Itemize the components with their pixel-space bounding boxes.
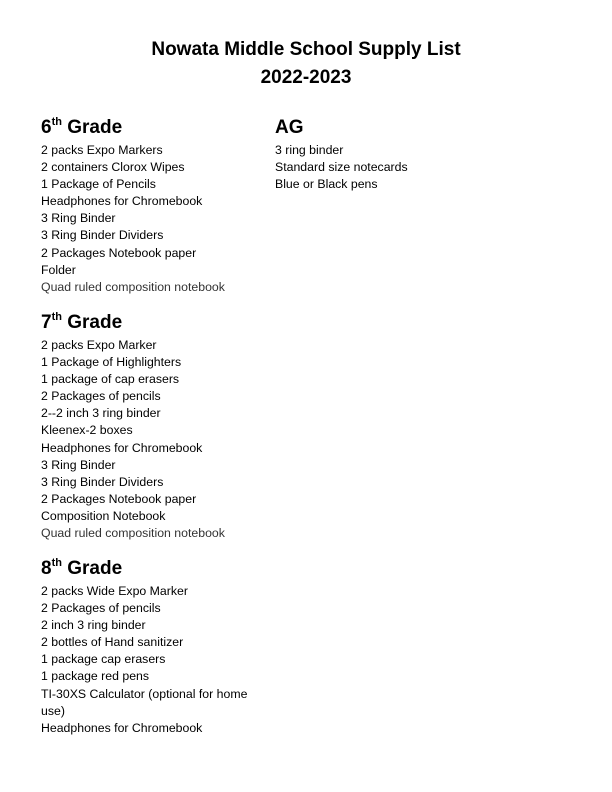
grade-6-suffix: th <box>51 115 62 128</box>
list-item: Headphones for Chromebook <box>41 440 203 455</box>
grade-6-list <box>41 142 225 296</box>
ag-heading: AG <box>275 117 304 138</box>
grade-6-number: 6 <box>41 117 52 138</box>
list-item: 3 Ring Binder Dividers <box>41 228 164 243</box>
school-year: 2022-2023 <box>260 67 352 88</box>
grade-8-list <box>41 583 266 737</box>
list-item: Blue or Black pens <box>275 177 378 192</box>
list-item: 2 bottles of Hand sanitizer <box>41 635 184 650</box>
grade-6-section <box>41 117 225 296</box>
document-title: Nowata Middle School Supply List <box>151 39 461 60</box>
list-item: 2 Packages Notebook paper <box>41 491 197 506</box>
list-item: 2 inch 3 ring binder <box>41 618 146 633</box>
list-item: 3 ring binder <box>275 143 344 157</box>
ag-list <box>275 142 408 193</box>
grade-6-heading <box>41 117 225 139</box>
grade-7-section <box>41 312 225 542</box>
grade-8-suffix: th <box>51 556 62 569</box>
grade-8-section <box>41 558 266 737</box>
list-item: 2 Packages of pencils <box>41 389 161 404</box>
grade-6-word: Grade <box>67 117 123 138</box>
list-item: Kleenex-2 boxes <box>41 423 133 438</box>
list-item: 1 package of cap erasers <box>41 372 180 387</box>
list-item: 3 Ring Binder <box>41 211 116 226</box>
list-item: 1 package cap erasers <box>41 652 166 667</box>
ag-section <box>275 117 408 193</box>
list-item: 2 Packages Notebook paper <box>41 245 197 260</box>
list-item: 2 packs Expo Markers <box>41 143 163 157</box>
list-item: 3 Ring Binder Dividers <box>41 474 164 489</box>
grade-7-number: 7 <box>41 312 52 333</box>
grade-8-number: 8 <box>41 558 52 579</box>
list-item: 3 Ring Binder <box>41 457 116 472</box>
list-item: 1 Package of Highlighters <box>41 355 182 370</box>
list-item: Composition Notebook <box>41 508 166 523</box>
list-item: Quad ruled composition notebook <box>41 279 225 294</box>
list-item: Folder <box>41 262 76 277</box>
grade-7-suffix: th <box>51 310 62 323</box>
list-item: 1 package red pens <box>41 669 150 684</box>
list-item: 2 packs Expo Marker <box>41 338 157 352</box>
grade-8-word: Grade <box>67 558 123 579</box>
grade-8-heading <box>41 558 266 580</box>
grade-7-list <box>41 337 225 542</box>
list-item: TI-30XS Calculator (optional for home use) <box>41 686 248 718</box>
list-item: 2 containers Clorox Wipes <box>41 160 185 175</box>
grade-7-heading <box>41 312 225 334</box>
list-item: 2 Packages of pencils <box>41 601 161 616</box>
list-item: 2--2 inch 3 ring binder <box>41 406 161 421</box>
list-item: Headphones for Chromebook <box>41 720 203 735</box>
list-item: Quad ruled composition notebook <box>41 526 225 541</box>
list-item: 2 packs Wide Expo Marker <box>41 584 188 598</box>
grade-7-word: Grade <box>67 312 123 333</box>
list-item: Headphones for Chromebook <box>41 194 203 209</box>
list-item: Standard size notecards <box>275 160 408 175</box>
list-item: 1 Package of Pencils <box>41 177 156 192</box>
